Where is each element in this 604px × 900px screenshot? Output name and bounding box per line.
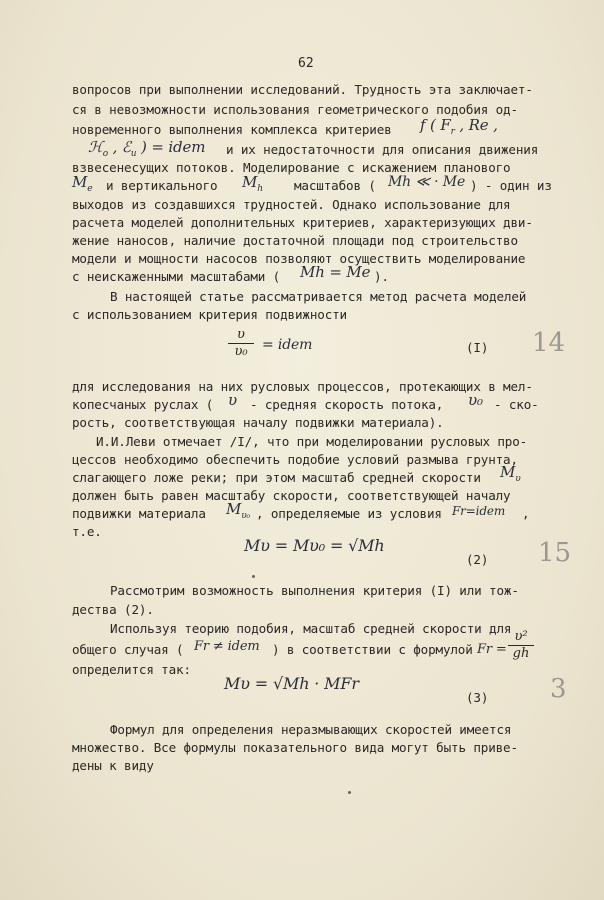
text-line: расчета моделей дополнительных критериев, характеризующих дви- [72, 215, 533, 230]
equation-2: Mυ = Mυ₀ = √Mh [244, 536, 385, 555]
scan-speck [252, 575, 255, 578]
margin-note: 14 [532, 328, 566, 358]
page-number: 62 [298, 56, 314, 71]
text-line: общего случая ( [72, 642, 184, 657]
text-line: ) в соответствии с формулой [272, 642, 473, 657]
text-line: рость, соответствующая началу подвижки материала). [72, 415, 444, 430]
text-line: ). [374, 269, 389, 284]
text-line: жение наносов, наличие достаточной площади под строительство [72, 233, 518, 248]
scale-mv: $M_\upsilon$ [500, 463, 521, 484]
text-line: и их недостаточности для описания движения [226, 142, 539, 157]
idem-label: ) = idem [141, 138, 206, 156]
text-line: , [522, 506, 530, 521]
text-line: дены к виду [72, 758, 154, 773]
criteria-function: f ( F [420, 116, 451, 134]
text-line: т.е. [72, 524, 102, 539]
text-line: определится так: [72, 662, 191, 677]
text-line: Формул для определения неразмывающих скоростей имеется [110, 722, 512, 737]
froude-fraction: υ² gh [508, 630, 534, 661]
text-line: - средняя скорость потока, [250, 397, 444, 412]
text-line: слагающего ложе реки; при этом масштаб средней скорости [72, 470, 481, 485]
text-line: множество. Все формулы показательного вида могут быть приве- [72, 740, 518, 755]
text-line: цессов необходимо обеспечить подобие условий размыва грунта, [72, 452, 518, 467]
scale-mh: $M_h$ [242, 173, 263, 194]
froude-idem: Fr=idem [452, 504, 506, 518]
text-line: подвижки материала [72, 506, 206, 521]
froude-formula: Fr = [477, 642, 507, 657]
froude-not-idem: Fr ≠ idem [194, 639, 260, 654]
scale-mv0: $M_{\upsilon_0}$ [226, 500, 250, 521]
text-line: И.И.Леви отмечает /I/, что при моделировании русловых про- [96, 434, 528, 449]
reynolds-number: , Re , [459, 116, 498, 134]
criterion-e: , ℰ [112, 138, 131, 156]
criterion-x: ℋ [88, 138, 103, 156]
equation-1-label: (I) [466, 340, 489, 355]
text-line: и вертикального [106, 178, 218, 193]
text-line: модели и мощности насосов позволяют осуществить моделирование [72, 251, 526, 266]
scale-me: $M_e$ [72, 173, 93, 194]
velocity-zero-symbol: υ₀ [468, 391, 483, 409]
text-line: с неискаженными масштабами ( [72, 269, 281, 284]
text-line: Используя теорию подобия, масштаб средней скорости для [110, 621, 512, 636]
scale-equality: Mh = Me [300, 263, 371, 281]
margin-note: 3 [550, 674, 567, 704]
text-line: В настоящей статье рассматривается метод расчета моделей [110, 289, 527, 304]
text-line: копесчаных руслах ( [72, 397, 214, 412]
text-line: - ско- [494, 397, 539, 412]
equation-3: Mυ = √Mh · MFr [224, 674, 359, 693]
text-line: выходов из создавшихся трудностей. Однако использование для [72, 197, 511, 212]
text-line: новременного выполнения комплекса критериев [72, 122, 392, 137]
text-line: для исследования на них русловых процессов, протекающих в мел- [72, 379, 533, 394]
scan-speck [348, 791, 351, 794]
equation-2-label: (2) [466, 552, 489, 567]
scale-relation: Mh ≪ · Me [388, 174, 466, 190]
velocity-symbol: υ [228, 391, 237, 409]
text-line: Рассмотрим возможность выполнения критерия (I) или тож- [110, 583, 519, 598]
text-line: с использованием критерия подвижности [72, 307, 347, 322]
equation-1-fraction: υ υ₀ [228, 328, 254, 359]
text-line: , определяемые из условия [256, 506, 442, 521]
text-line: дества (2). [72, 602, 154, 617]
text-line: должен быть равен масштабу скорости, соответствующей началу [72, 488, 511, 503]
text-line: масштабов ( [294, 178, 376, 193]
margin-note: 15 [538, 538, 572, 568]
text-line: ся в невозможности использования геометрического подобия од- [72, 102, 518, 117]
text-line: взвесенесущих потоков. Моделирование с искажением планового [72, 160, 511, 175]
scanned-page: 62 вопросов при выполнении исследований. Трудность эта заключает- ся в невозможности использования геометрического подобия од- новременного выполнения комплекса критериев f ( $F_r$ , Re , ℋ$_o$ , ℰ$_u$ ) = idem и их недостаточности для описания движения взвесенесущих потоков. Моделирование с искажением планового $M_e$ и вертикального $M_h$ масштабов ( Mh ≪ · Me ) - один из выходов из создавшихся трудностей. Однако использование для расчета моделей дополнительных критериев, характеризующих дви- жение наносов, наличие достаточной площади под строительство модели и мощности насосов позволяют осуществить моделирование с неискаженными масштабами ( Mh = Me ). В настоящей статье рассматривается метод расчета моделей с использованием критерия подвижности υ υ₀ = idem (I) 14 для исследования на них русловых процессов, протекающих в мел- копесчаных руслах ( υ - средняя скорость потока, υ₀ - ско- рость, соответствующая началу подвижки материала). И.И.Леви отмечает /I/, что при моделировании русловых про- цессов необходимо обеспечить подобие условий размыва грунта, слагающего ложе реки; при этом масштаб средней скорости $M_\upsilon$ должен быть равен масштабу скорости, соответствующей началу подвижки материала $M_{\upsilon_0}$ , определяемые из условия Fr=idem , т.е. Mυ = Mυ₀ = √Mh (2) 15 Рассмотрим возможность выполнения критерия (I) или тож- дества (2). Используя теорию подобия, масштаб средней скорости для общего случая ( Fr ≠ idem ) в соответствии с формулой Fr = υ² gh определится так: Mυ = √Mh · MFr (3) 3 Формул для определения неразмывающих скоростей имеется множество. Все формулы показательного вида могут быть приве- дены к виду [0, 0, 604, 900]
equation-3-label: (3) [466, 690, 489, 705]
text-line: вопросов при выполнении исследований. Трудность эта заключает- [72, 82, 533, 97]
text-line: ) - один из [470, 178, 552, 193]
equation-1-rhs: = idem [262, 337, 313, 353]
